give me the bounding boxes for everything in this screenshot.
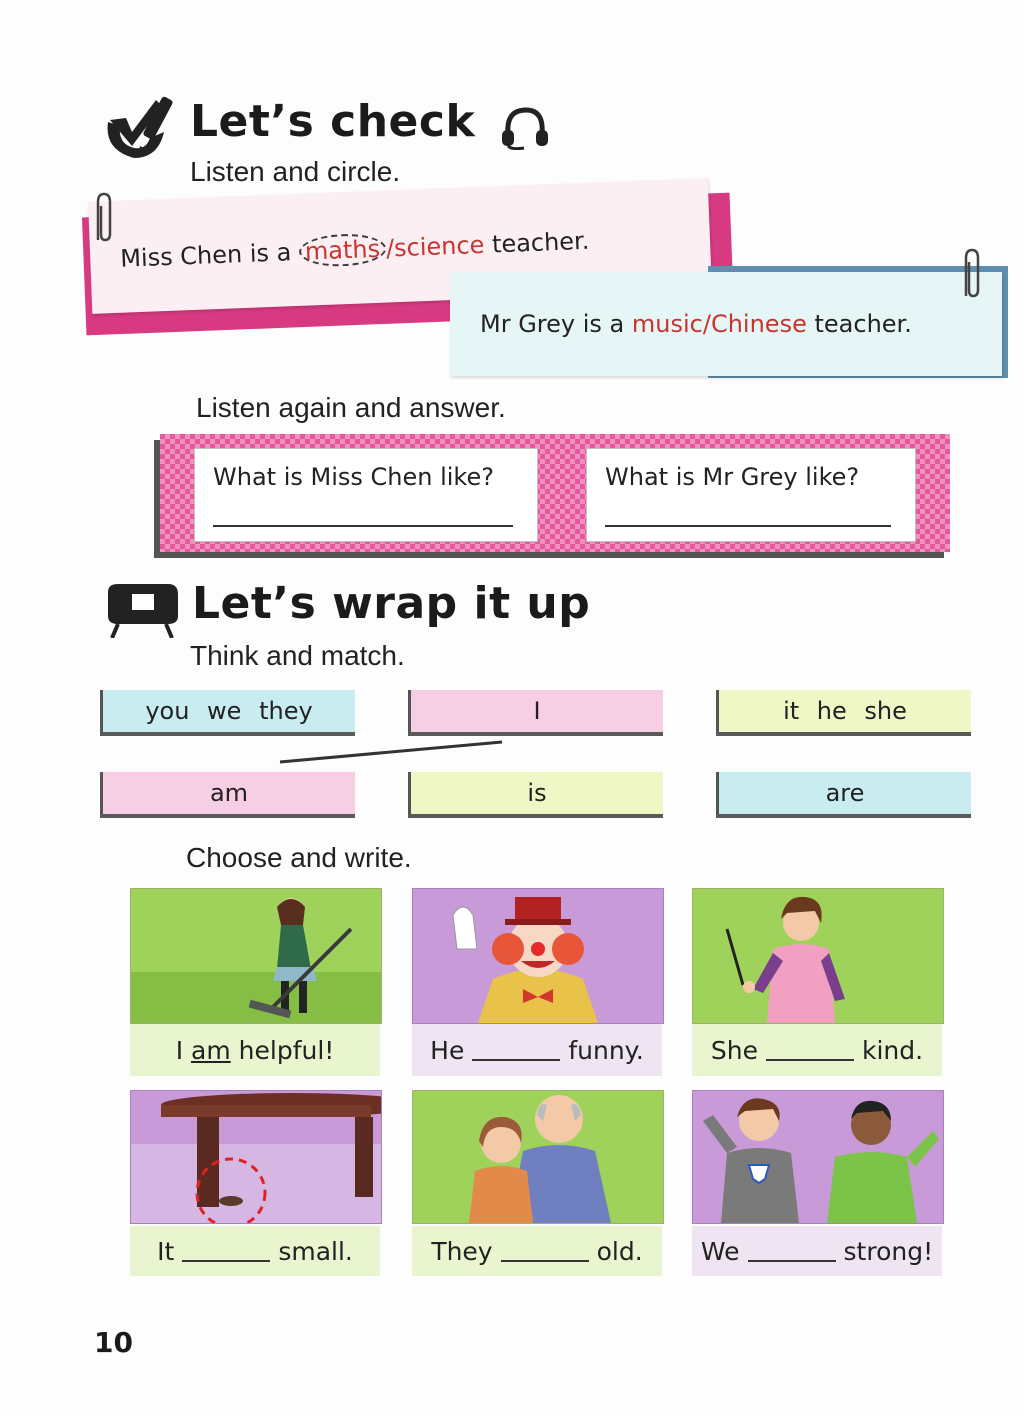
answer-line-2[interactable] <box>605 525 891 527</box>
choice-chinese[interactable]: Chinese <box>710 310 807 338</box>
sentence-2-start: Mr Grey is a <box>480 310 625 338</box>
picture-table-mouse <box>130 1090 382 1224</box>
slash: / <box>702 310 711 338</box>
picture-teacher <box>692 888 944 1024</box>
caption-4-blank[interactable] <box>182 1240 270 1262</box>
match-line <box>276 738 506 768</box>
match-instruction: Think and match. <box>190 640 405 671</box>
chalkboard-icon <box>104 582 180 638</box>
sentence-2 <box>480 310 912 338</box>
question-card-1 <box>194 448 538 542</box>
picture-clown <box>412 888 664 1024</box>
caption-1-answer: am <box>191 1035 231 1065</box>
caption-3-post: kind. <box>862 1035 924 1065</box>
match-bottom-2[interactable]: is <box>408 772 663 814</box>
answer-line-1[interactable] <box>213 525 513 527</box>
question-card-2 <box>586 448 916 542</box>
paperclip-icon <box>960 246 984 306</box>
write-instruction: Choose and write. <box>186 842 412 873</box>
check-icon <box>100 92 178 164</box>
match-bottom-3[interactable]: are <box>716 772 971 814</box>
caption-1 <box>130 1024 380 1076</box>
caption-5-pre: They <box>431 1236 493 1266</box>
paperclip-icon <box>92 190 116 250</box>
picture-girl-mopping <box>130 888 382 1024</box>
caption-5-post: old. <box>596 1236 643 1266</box>
caption-2-pre: He <box>430 1035 465 1065</box>
check-instruction: Listen and circle. <box>190 156 401 187</box>
answer-instruction: Listen again and answer. <box>196 392 506 423</box>
sentence-1 <box>120 227 590 273</box>
sentence-2-end: teacher. <box>814 310 912 338</box>
choice-music[interactable]: music <box>631 310 703 338</box>
caption-3-pre: She <box>710 1035 758 1065</box>
caption-6-blank[interactable] <box>748 1240 836 1262</box>
caption-2-blank[interactable] <box>472 1039 560 1061</box>
sentence-1-start: Miss Chen is a <box>119 238 292 273</box>
match-bottom-1[interactable]: am <box>100 772 355 814</box>
section-title-wrap: Let’s wrap it up <box>192 578 591 629</box>
match-top-1[interactable]: you we they <box>100 690 355 732</box>
caption-6-post: strong! <box>843 1236 934 1266</box>
caption-6-pre: We <box>700 1236 740 1266</box>
caption-4-post: small. <box>278 1236 353 1266</box>
caption-1-pre: I <box>175 1035 184 1065</box>
picture-old-couple <box>412 1090 664 1224</box>
slash: / <box>385 234 395 263</box>
page-number: 10 <box>94 1326 133 1359</box>
caption-3-blank[interactable] <box>766 1039 854 1061</box>
caption-4-pre: It <box>157 1236 175 1266</box>
caption-3 <box>692 1024 942 1076</box>
caption-2-post: funny. <box>568 1035 644 1065</box>
match-top-2[interactable]: I <box>408 690 663 732</box>
caption-5-blank[interactable] <box>501 1240 589 1262</box>
section-title-check: Let’s check <box>190 96 476 147</box>
choice-maths[interactable]: maths <box>298 233 386 268</box>
caption-6 <box>692 1226 942 1276</box>
caption-2 <box>412 1024 662 1076</box>
question-1: What is Miss Chen like? <box>213 463 494 491</box>
question-2: What is Mr Grey like? <box>605 463 860 491</box>
sentence-strip-2 <box>450 272 1002 376</box>
caption-1-post: helpful! <box>238 1035 335 1065</box>
match-top-3[interactable]: it he she <box>716 690 971 732</box>
caption-4 <box>130 1226 380 1276</box>
choice-science[interactable]: science <box>393 230 485 263</box>
picture-two-boys <box>692 1090 944 1224</box>
caption-5 <box>412 1226 662 1276</box>
headphones-icon <box>498 104 550 150</box>
sentence-1-end: teacher. <box>491 226 590 259</box>
